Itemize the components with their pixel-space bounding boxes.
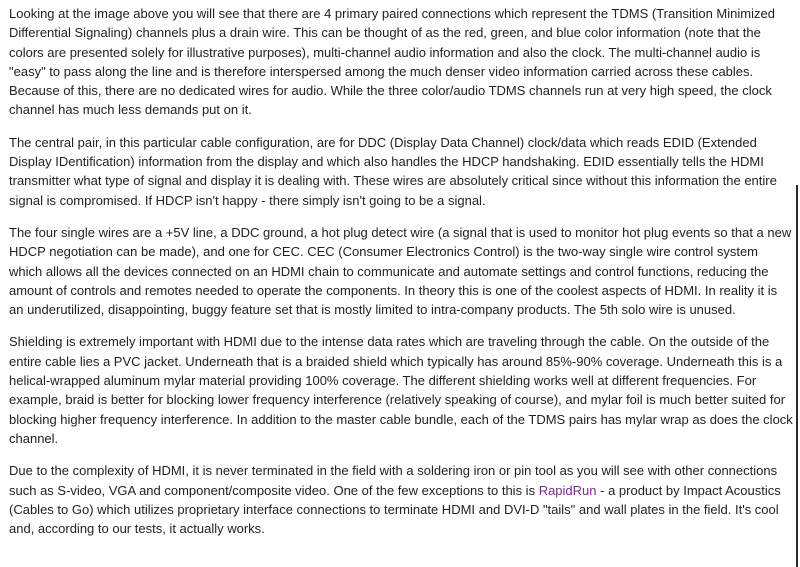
right-edge-divider xyxy=(796,185,798,567)
paragraph-ddc-pair: The central pair, in this particular cable configuration, are for DDC (Display Data Channel) clock/data which reads EDID (Extended Display IDentification) information from the display and which also handles the HDCP handshaking. EDID essentially tells the HDMI transmitter what type of signal and display it is dealing with. These wires are absolutely critical since without this information the entire signal is compromised. If HDCP isn't happy - there simply isn't going to be a signal. xyxy=(9,134,777,208)
paragraph-single-wires: The four single wires are a +5V line, a DDC ground, a hot plug detect wire (a signal that is used to monitor hot plug events so that a new HDCP negotiation can be made), and one for CEC. CEC (Consumer Electronics Control) is the two-way single wire control system which allows all the devices connected on an HDMI chain to communicate and automate settings and control functions, reducing the amount of controls and remotes needed to operate the components. In theory this is one of the coolest aspects of HDMI. In reality it is an underutilized, disappointing, buggy feature set that is mostly limited to intra-company products. The 5th solo wire is unused. xyxy=(9,224,792,318)
paragraph-termination xyxy=(9,461,793,538)
termination-text-after-link: - a product by Impact Acoustics (Cables to Go) which utilizes proprietary interface connections to terminate HDMI and DVI-D "tails" and wall plates in the field. It's cool and, according to our tests, it actually works. xyxy=(9,482,781,537)
paragraph-shielding: Shielding is extremely important with HDMI due to the intense data rates which are traveling through the cable. On the outside of the entire cable lies a PVC jacket. Underneath that is a braided shield which typically has around 85%-90% coverage. Underneath this is a helical-wrapped aluminum mylar material providing 100% coverage. The different shielding works well at different frequencies. For example, braid is better for blocking lower frequency interference (relatively speaking of course), and mylar foil is much better suited for blocking higher frequency interference. In addition to the master cable bundle, each of the TDMS pairs has mylar wrap as does the clock channel. xyxy=(9,334,793,446)
paragraph-tdms-channels: Looking at the image above you will see that there are 4 primary paired connections which represent the TDMS (Transition Minimized Differential Signaling) channels plus a drain wire. This can be thought of as the red, green, and blue color information (note that the colors are presented solely for illustrative purposes), multi-channel audio information and also the clock. The multi-channel audio is "easy" to pass along the line and is therefore interspersed among the much denser video information carried across these cables. Because of this, there are no dedicated wires for audio. While the three color/audio TDMS channels run at very high speed, the clock channel has much less demands put on it. xyxy=(9,6,775,118)
termination-text-before-link: Due to the complexity of HDMI, it is never terminated in the field with a soldering iron or pin tool as you will see with other connections such as S-video, VGA and component/composite video. One of the few exceptions to this is xyxy=(9,463,778,498)
rapidrun-link[interactable]: RapidRun xyxy=(538,482,597,498)
